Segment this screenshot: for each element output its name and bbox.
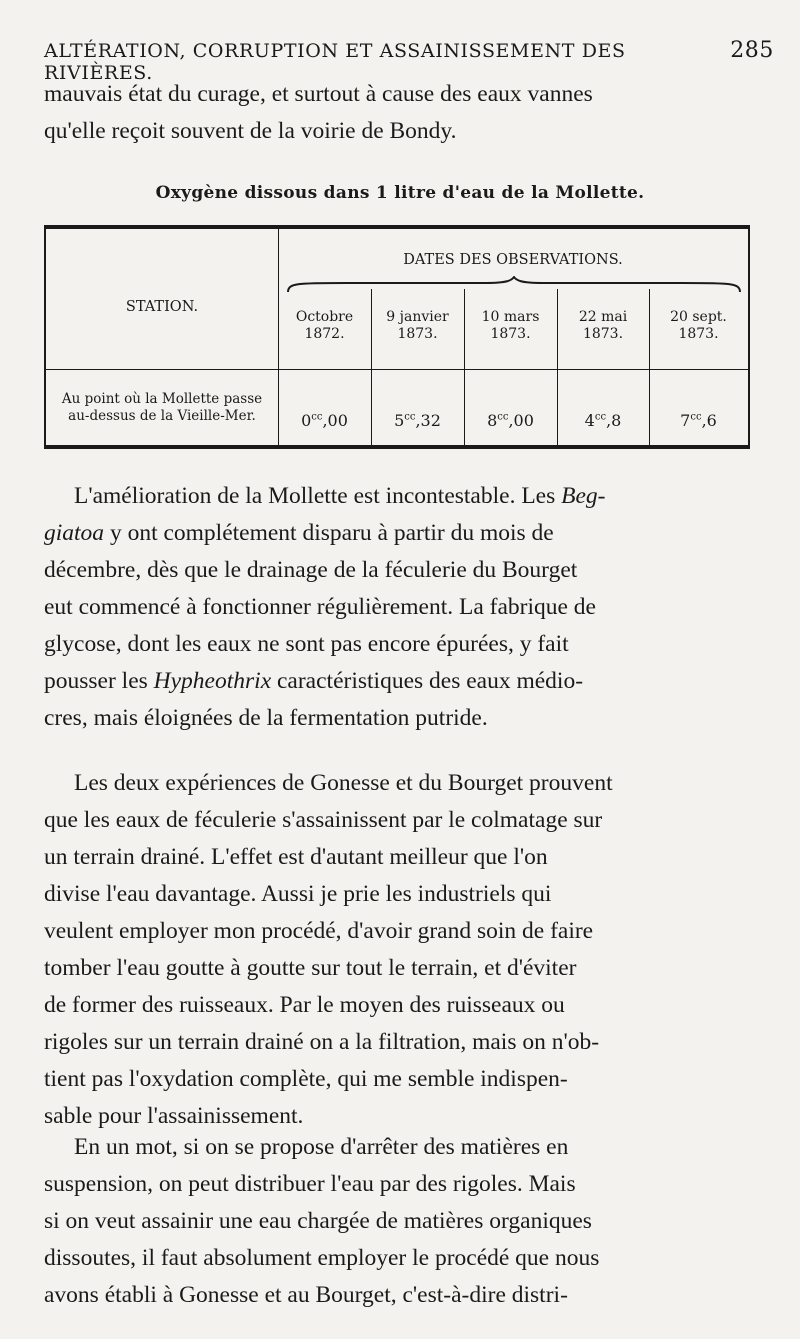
paragraph-line: tient pas l'oxydation complète, qui me semble indispen-	[44, 1066, 568, 1092]
oxygen-value: $4^{cc},8$	[584, 411, 622, 430]
running-head-title: ALTÉRATION, CORRUPTION ET ASSAINISSEMENT DES RIVIÈRES.	[44, 40, 626, 84]
paragraph-line: divise l'eau davantage. Aussi je prie les industriels qui	[44, 881, 552, 907]
date-label: Octobre	[295, 309, 354, 325]
date-column-header	[557, 309, 649, 343]
paragraph-line: si on veut assainir une eau chargée de matières organiques	[44, 1208, 592, 1234]
paragraph-line: veulent employer mon procédé, d'avoir grand soin de faire	[44, 918, 594, 944]
text-span: y ont complétement disparu à partir du mois de	[109, 520, 554, 546]
paragraph-line	[44, 478, 760, 516]
paragraph-line: dissoutes, il faut absolument employer le procédé que nous	[44, 1245, 600, 1271]
paragraph-line	[44, 515, 760, 553]
italic-term: giatoa	[44, 520, 105, 546]
page-number: 285	[730, 38, 774, 63]
paragraph-line: avons établi à Gonesse et au Bourget, c'est-à-dire distri-	[44, 1282, 568, 1308]
text-span: pousser les	[44, 668, 148, 694]
station-name-line: au-dessus de la Vieille-Mer.	[68, 408, 256, 424]
oxygen-value: $5^{cc},32$	[394, 411, 441, 430]
paragraph-line: Les deux expériences de Gonesse et du Bourget prouvent	[74, 770, 613, 796]
dates-header: DATES DES OBSERVATIONS.	[403, 252, 623, 268]
date-column-header	[649, 309, 748, 343]
table-rule	[278, 369, 748, 370]
date-label: 9 janvier	[386, 309, 449, 325]
paragraph-line: suspension, on peut distribuer l'eau par des rigoles. Mais	[44, 1171, 576, 1197]
paragraph-line: cres, mais éloignées de la fermentation putride.	[44, 705, 488, 731]
text-span: caractéristiques des eaux médio-	[277, 668, 584, 694]
date-column-header	[371, 309, 464, 343]
table-caption: Oxygène dissous dans 1 litre d'eau de la Mollette.	[155, 183, 645, 203]
oxygen-value: $0^{cc},00$	[301, 411, 348, 430]
date-column-header	[464, 309, 557, 343]
date-label: 20 sept.	[670, 309, 727, 325]
oxygen-value: $8^{cc},00$	[487, 411, 534, 430]
unit-superscript: cc	[404, 411, 416, 423]
date-year: 1873.	[678, 326, 719, 342]
date-year: 1873.	[397, 326, 438, 342]
text-span: L'amélioration de la Mollette est incontestable. Les	[74, 483, 556, 509]
unit-superscript: cc	[690, 411, 702, 423]
oxygen-value: $7^{cc},6$	[680, 411, 717, 430]
date-year: 1872.	[304, 326, 345, 342]
paragraph-line	[44, 663, 760, 701]
paragraph-line: un terrain drainé. L'effet est d'autant meilleur que l'on	[44, 844, 548, 870]
date-column-header	[278, 309, 371, 343]
paragraph-line: décembre, dès que le drainage de la féculerie du Bourget	[44, 557, 578, 583]
paragraph-line: glycose, dont les eaux ne sont pas encore épurées, y fait	[44, 631, 569, 657]
unit-superscript: cc	[594, 411, 607, 423]
paragraph-line: eut commencé à fonctionner régulièrement. La fabrique de	[44, 594, 596, 620]
date-label: 10 mars	[481, 309, 540, 325]
date-year: 1873.	[582, 326, 624, 342]
unit-superscript: cc	[311, 411, 323, 423]
station-name	[46, 391, 278, 425]
intro-line: mauvais état du curage, et surtout à cause des eaux vannes	[44, 81, 593, 107]
table-rule	[46, 369, 278, 370]
date-label: 22 mai	[578, 309, 628, 325]
paragraph-line: En un mot, si on se propose d'arrêter des matières en	[74, 1134, 569, 1160]
oxygen-table	[44, 225, 750, 449]
paragraph-line: tomber l'eau goutte à goutte sur tout le terrain, et d'éviter	[44, 955, 577, 981]
station-name-line: Au point où la Mollette passe	[61, 391, 263, 407]
unit-superscript: cc	[497, 411, 509, 423]
brace-icon	[286, 276, 742, 294]
italic-term: Hypheothrix	[153, 668, 272, 694]
italic-term: Beg-	[561, 483, 606, 509]
paragraph-line: sable pour l'assainissement.	[44, 1103, 304, 1129]
paragraph-line: rigoles sur un terrain drainé on a la filtration, mais on n'ob-	[44, 1029, 600, 1055]
paragraph-line: que les eaux de féculerie s'assainissent par le colmatage sur	[44, 807, 603, 833]
station-header: STATION.	[125, 299, 199, 315]
intro-line: qu'elle reçoit souvent de la voirie de Bondy.	[44, 118, 457, 144]
paragraph-line: de former des ruisseaux. Par le moyen des ruisseaux ou	[44, 992, 565, 1018]
date-year: 1873.	[490, 326, 531, 342]
